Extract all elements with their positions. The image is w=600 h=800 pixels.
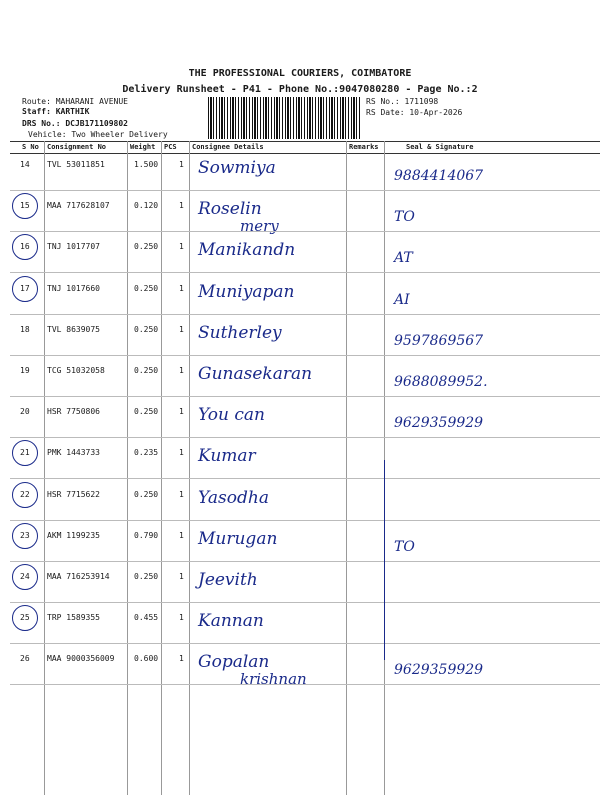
row-sno: 19 (20, 366, 30, 375)
sno-circle-mark (12, 605, 38, 631)
row-pcs: 1 (179, 366, 184, 375)
row-separator (10, 478, 600, 479)
row-sno: 20 (20, 407, 30, 416)
row-weight: 0.235 (134, 448, 159, 457)
row-sno: 18 (20, 325, 30, 334)
staff-label: Staff: KARTHIK (22, 107, 90, 116)
row-consignee-name: Kumar (198, 446, 256, 466)
row-weight: 0.250 (134, 284, 159, 293)
row-consignment-no: MAA 9000356009 (47, 654, 115, 663)
row-weight: 0.455 (134, 613, 159, 622)
row-pcs: 1 (179, 284, 184, 293)
rs-no-label: RS No.: 1711098 (366, 97, 439, 106)
row-consignment-no: TVL 53011851 (47, 160, 105, 169)
sno-circle-mark (12, 564, 38, 590)
row-weight: 0.120 (134, 201, 159, 210)
rs-date-label: RS Date: 10-Apr-2026 (366, 108, 463, 117)
sno-circle-mark (12, 276, 38, 302)
row-consignee-name: You can (198, 405, 265, 425)
row-sno: 22 (20, 490, 30, 499)
col-divider (346, 141, 347, 795)
row-weight: 0.250 (134, 490, 159, 499)
col-seal-signature: Seal & Signature (406, 143, 474, 151)
drs-label: DRS No.: DCJB171109802 (22, 119, 128, 128)
row-consignment-no: TVL 8639075 (47, 325, 100, 334)
sno-circle-mark (12, 234, 38, 260)
row-pcs: 1 (179, 201, 184, 210)
row-weight: 0.600 (134, 654, 159, 663)
row-separator (10, 190, 600, 191)
row-consignee-name-line2: mery (240, 217, 279, 235)
bracket-mark (376, 460, 385, 660)
row-consignment-no: TNJ 1017707 (47, 242, 100, 251)
row-consignment-no: AKM 1199235 (47, 531, 100, 540)
sno-circle-mark (12, 482, 38, 508)
row-separator (10, 561, 600, 562)
row-consignment-no: TCG 51032058 (47, 366, 105, 375)
row-signature: 9884414067 (394, 168, 484, 184)
sno-circle-mark (12, 440, 38, 466)
row-consignment-no: TNJ 1017660 (47, 284, 100, 293)
row-signature: AI (394, 292, 410, 308)
row-consignee-name: Yasodha (198, 488, 269, 508)
row-pcs: 1 (179, 490, 184, 499)
row-separator (10, 272, 600, 273)
row-weight: 0.250 (134, 572, 159, 581)
row-separator (10, 684, 600, 685)
row-pcs: 1 (179, 654, 184, 663)
row-consignee-name-line2: krishnan (240, 670, 307, 688)
row-pcs: 1 (179, 448, 184, 457)
row-consignment-no: TRP 1589355 (47, 613, 100, 622)
row-consignee-name: Manikandn (198, 240, 296, 260)
row-consignee-name: Muniyapan (198, 282, 295, 302)
sno-circle-mark (12, 193, 38, 219)
sno-circle-mark (12, 523, 38, 549)
col-divider (189, 141, 190, 795)
row-separator (10, 355, 600, 356)
col-consignee: Consignee Details (192, 143, 264, 151)
row-signature: TO (394, 539, 415, 555)
row-pcs: 1 (179, 242, 184, 251)
row-sno: 24 (20, 572, 30, 581)
row-separator (10, 314, 600, 315)
row-consignee-name: Sutherley (198, 323, 282, 343)
vehicle-label: Vehicle: Two Wheeler Delivery (28, 130, 168, 139)
row-consignee-name: Roselin (198, 199, 262, 219)
row-signature: 9629359929 (394, 415, 484, 431)
row-pcs: 1 (179, 160, 184, 169)
row-sno: 15 (20, 201, 30, 210)
col-consignment: Consignment No (47, 143, 107, 151)
row-consignee-name: Gopalan (198, 652, 270, 672)
row-consignment-no: HSR 7715622 (47, 490, 100, 499)
row-sno: 14 (20, 160, 30, 169)
col-sno: S No (22, 143, 39, 151)
row-pcs: 1 (179, 407, 184, 416)
col-divider (44, 141, 45, 795)
col-pcs: PCS (164, 143, 177, 151)
row-signature: AT (394, 250, 413, 266)
row-weight: 0.250 (134, 242, 159, 251)
row-sno: 16 (20, 242, 30, 251)
row-separator (10, 231, 600, 232)
row-signature: TO (394, 209, 415, 225)
row-weight: 0.250 (134, 366, 159, 375)
row-consignee-name: Kannan (198, 611, 264, 631)
row-sno: 26 (20, 654, 30, 663)
row-separator (10, 437, 600, 438)
row-weight: 0.790 (134, 531, 159, 540)
row-separator (10, 520, 600, 521)
barcode (208, 97, 360, 139)
row-sno: 25 (20, 613, 30, 622)
header-bottom-rule (10, 153, 600, 154)
row-consignee-name: Murugan (198, 529, 278, 549)
row-signature: 9597869567 (394, 333, 484, 349)
row-weight: 0.250 (134, 407, 159, 416)
row-consignment-no: HSR 7750806 (47, 407, 100, 416)
row-pcs: 1 (179, 572, 184, 581)
row-consignee-name: Gunasekaran (198, 364, 313, 384)
col-remarks: Remarks (349, 143, 379, 151)
col-weight: Weight (130, 143, 156, 151)
col-divider (161, 141, 162, 795)
row-consignment-no: MAA 716253914 (47, 572, 110, 581)
row-consignee-name: Sowmiya (198, 158, 276, 178)
row-signature: 9629359929 (394, 662, 484, 678)
row-weight: 1.500 (134, 160, 159, 169)
row-separator (10, 643, 600, 644)
col-divider (127, 141, 128, 795)
route-label: Route: MAHARANI AVENUE (22, 97, 128, 106)
row-weight: 0.250 (134, 325, 159, 334)
row-separator (10, 396, 600, 397)
row-consignment-no: PMK 1443733 (47, 448, 100, 457)
row-pcs: 1 (179, 325, 184, 334)
row-consignee-name: Jeevith (198, 570, 258, 590)
row-signature: 9688089952. (394, 374, 488, 390)
company-title: THE PROFESSIONAL COURIERS, COIMBATORE (188, 68, 412, 79)
header-top-rule (10, 141, 600, 142)
row-sno: 23 (20, 531, 30, 540)
row-pcs: 1 (179, 531, 184, 540)
row-pcs: 1 (179, 613, 184, 622)
row-separator (10, 602, 600, 603)
runsheet-subtitle: Delivery Runsheet - P41 - Phone No.:9047080280 - Page No.:2 (122, 84, 478, 95)
row-sno: 21 (20, 448, 30, 457)
row-consignment-no: MAA 717628107 (47, 201, 110, 210)
row-sno: 17 (20, 284, 30, 293)
